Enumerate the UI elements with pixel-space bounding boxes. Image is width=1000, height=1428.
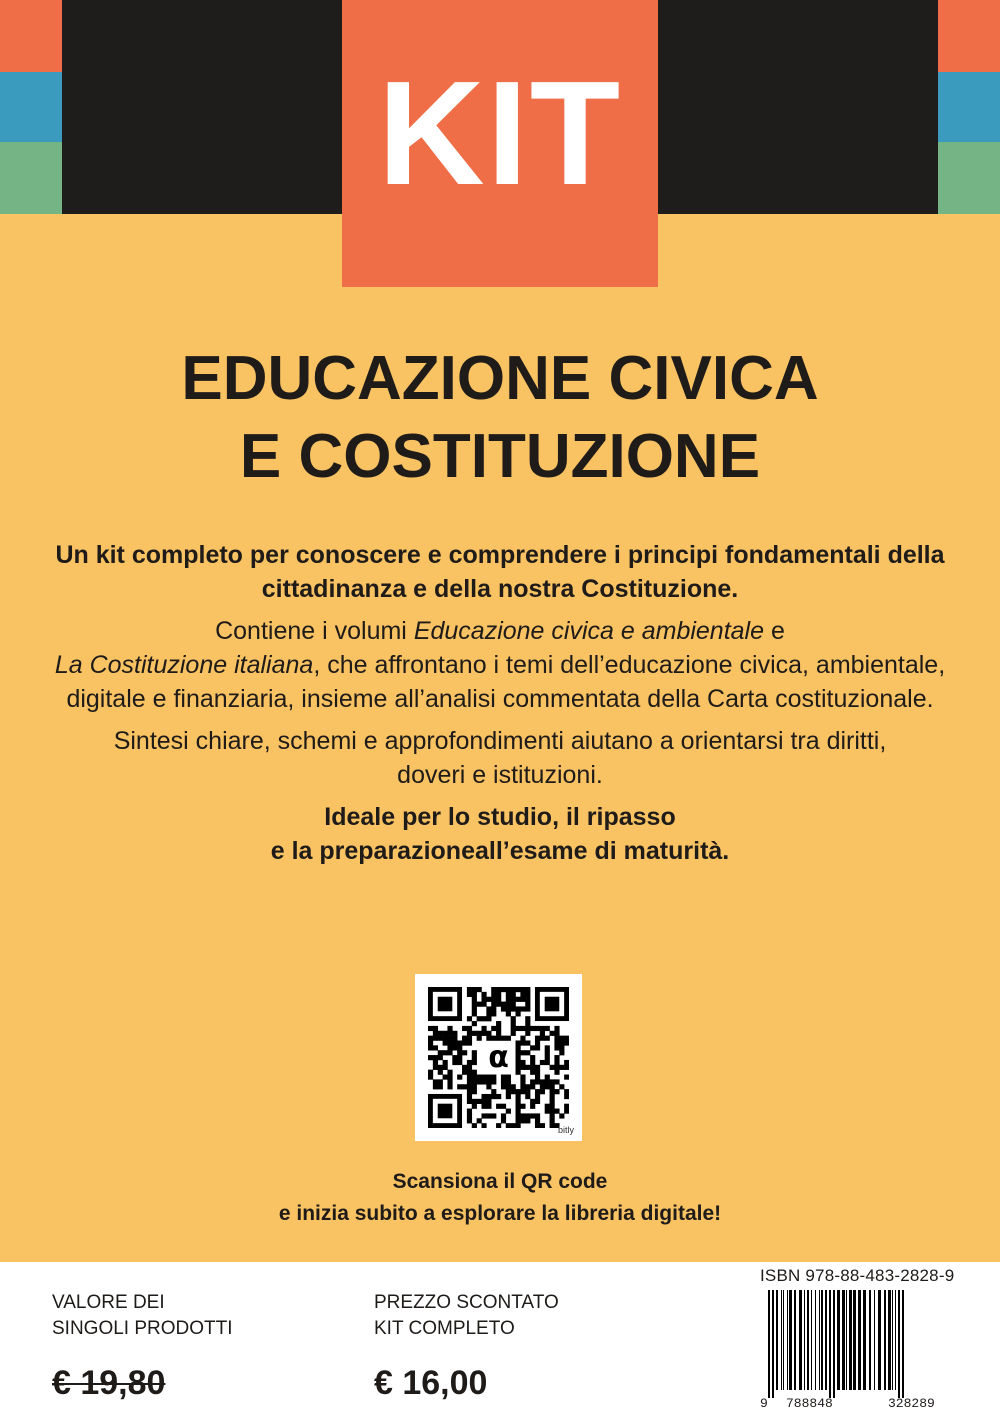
title-line-1: EDUCAZIONE CIVICA bbox=[181, 344, 819, 413]
lead-paragraph: Un kit completo per conoscere e comprendere i principi fondamentali della cittadinanza e della nostra Costituzione. bbox=[55, 541, 945, 603]
scan-line-2: e inizia subito a esplorare la libreria digitale! bbox=[278, 1202, 722, 1225]
kit-label: KIT bbox=[377, 50, 623, 216]
qr-pattern bbox=[428, 987, 569, 1128]
discount-price-block bbox=[374, 1290, 559, 1402]
left-orange-stripe bbox=[0, 0, 62, 72]
right-orange-stripe bbox=[938, 0, 1000, 72]
barcode bbox=[760, 1290, 982, 1398]
barcode-digits-3: 328289 bbox=[888, 1396, 935, 1411]
ideal-paragraph bbox=[40, 800, 960, 868]
discount-price: € 16,00 bbox=[374, 1364, 488, 1402]
qr-brand-label: bitly bbox=[557, 1125, 574, 1135]
right-green-stripe bbox=[938, 142, 1000, 214]
ideal-line-2: e la preparazioneall’esame di maturità. bbox=[270, 837, 730, 865]
discount-label-2: KIT COMPLETO bbox=[374, 1318, 515, 1339]
alpha-logo-icon: α bbox=[488, 1040, 509, 1075]
volume-2-title: La Costituzione italiana bbox=[54, 651, 314, 679]
contents-intro: Contiene i volumi bbox=[215, 617, 414, 645]
left-blue-stripe bbox=[0, 72, 62, 142]
value-label-2: SINGOLI PRODOTTI bbox=[52, 1318, 233, 1339]
isbn-label: ISBN 978-88-483-2828-9 bbox=[760, 1266, 955, 1285]
book-title bbox=[0, 340, 1000, 496]
title-line-2: E COSTITUZIONE bbox=[239, 422, 761, 491]
left-green-stripe bbox=[0, 142, 62, 214]
scan-line-1: Scansiona il QR code bbox=[392, 1170, 608, 1193]
volume-1-title: Educazione civica e ambientale bbox=[413, 617, 765, 645]
right-blue-stripe bbox=[938, 72, 1000, 142]
price-footer bbox=[0, 1262, 1000, 1428]
qr-code[interactable] bbox=[415, 974, 582, 1141]
barcode-digit-1: 9 bbox=[760, 1396, 768, 1411]
barcode-digits-2: 788848 bbox=[786, 1396, 833, 1411]
original-price: € 19,80 bbox=[52, 1364, 166, 1402]
scan-instructions bbox=[0, 1166, 1000, 1230]
contents-and: e bbox=[764, 617, 785, 645]
contents-paragraph bbox=[40, 614, 960, 716]
discount-label-1: PREZZO SCONTATO bbox=[374, 1292, 559, 1313]
contents-rest: , che affrontano i temi dell’educazione civica, ambientale, digitale e finanziaria, insieme all’analisi commentata della Carta costituzionale. bbox=[66, 651, 946, 713]
individual-value-block bbox=[52, 1290, 233, 1402]
value-label-1: VALORE DEI bbox=[52, 1292, 165, 1313]
description bbox=[40, 538, 960, 876]
ideal-line-1: Ideale per lo studio, il ripasso bbox=[324, 803, 676, 831]
kit-badge bbox=[342, 0, 658, 287]
summary-paragraph: Sintesi chiare, schemi e approfondimenti aiutano a orientarsi tra diritti, doveri e istituzioni. bbox=[113, 727, 887, 789]
